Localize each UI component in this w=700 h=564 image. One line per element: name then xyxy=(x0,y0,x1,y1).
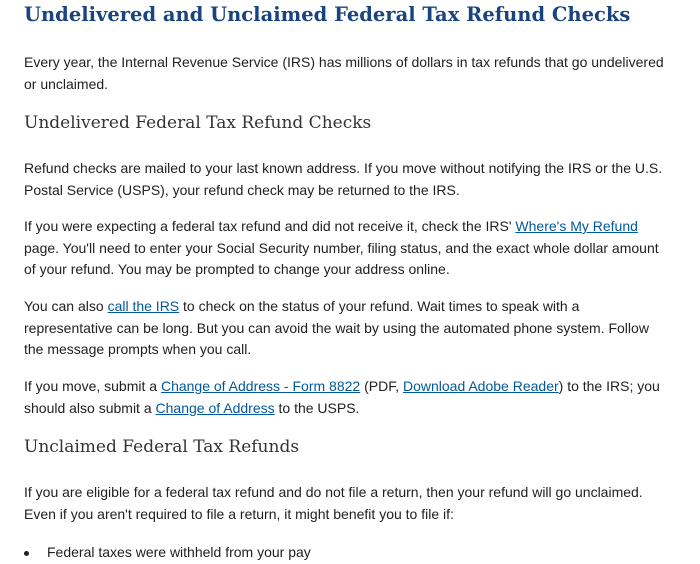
page-title: Undelivered and Unclaimed Federal Tax Refund Checks xyxy=(24,3,631,26)
undelivered-paragraph-3 xyxy=(24,296,664,361)
wheres-my-refund-link[interactable]: Where's My Refund xyxy=(515,218,638,234)
intro-paragraph: Every year, the Internal Revenue Service (IRS) has millions of dollars in tax refunds that go undelivered or unclaimed. xyxy=(24,54,664,92)
heading-undelivered: Undelivered Federal Tax Refund Checks xyxy=(24,113,372,133)
p4-text-before: If you move, submit a xyxy=(24,378,161,394)
bullet-icon xyxy=(24,551,29,556)
p4-text-mid-2: ) to the IRS; you should also submit a xyxy=(24,378,660,416)
unclaimed-paragraph-1: If you are eligible for a federal tax refund and do not file a return, then your refund will go unclaimed. Even if you aren't required to file a return, it might benefit you to file if: xyxy=(24,484,643,522)
p4-text-after: to the USPS. xyxy=(274,399,360,416)
p4-text-mid-1: (PDF, xyxy=(360,378,403,394)
unclaimed-bullet-item xyxy=(24,542,311,564)
undelivered-paragraph-1: Refund checks are mailed to your last known address. If you move without notifying the IRS or the U.S. Postal Service (USPS), your refund check may be returned to the IRS. xyxy=(24,160,663,198)
p3-text-before: You can also xyxy=(24,298,108,314)
usps-change-of-address-link[interactable]: Change of Address xyxy=(155,399,275,416)
heading-unclaimed: Unclaimed Federal Tax Refunds xyxy=(24,437,300,457)
undelivered-paragraph-4 xyxy=(24,376,664,419)
adobe-reader-link[interactable]: Download Adobe Reader xyxy=(402,378,559,394)
undelivered-paragraph-2 xyxy=(24,216,664,281)
p3-text-after: to check on the status of your refund. Wait times to speak with a representative can be long. But you can avoid the wait by using the automated phone system. Follow the message prompts when you call. xyxy=(24,298,649,357)
call-the-irs-link[interactable]: call the IRS xyxy=(107,298,180,314)
form-8822-link[interactable]: Change of Address - Form 8822 xyxy=(160,378,361,394)
unclaimed-bullet-text: Federal taxes were withheld from your pay xyxy=(47,544,311,560)
p2-text-before: If you were expecting a federal tax refund and did not receive it, check the IRS' xyxy=(24,218,516,234)
p2-text-after: page. You'll need to enter your Social Security number, filing status, and the exact whole dollar amount of your refund. You may be prompted to change your address online. xyxy=(24,239,659,277)
